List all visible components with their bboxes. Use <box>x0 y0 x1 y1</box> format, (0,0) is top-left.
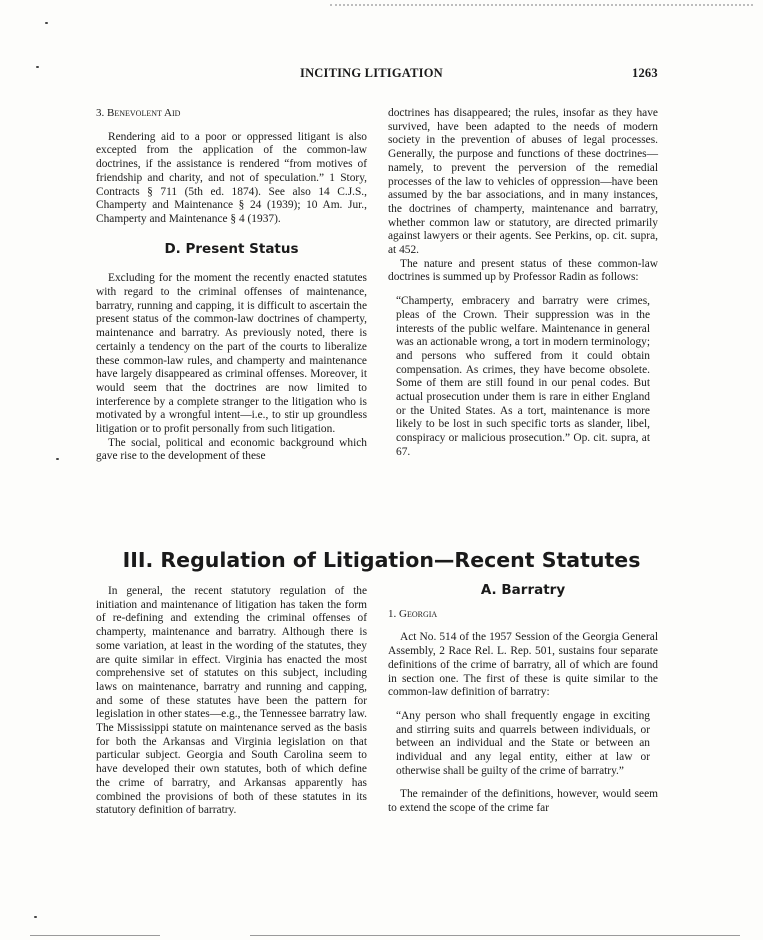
right-column-bottom <box>388 584 658 816</box>
running-head-title: INCITING LITIGATION <box>300 66 443 80</box>
block-quote-georgia-statute: “Any person who shall frequently engage in exciting and stirring suits and quarrels between individuals, or between an individual and the State or between an individual and any legal entity, either at law or otherwise shall be guilty of the crime of barratry.” <box>396 709 650 777</box>
paragraph: doctrines has disappeared; the rules, insofar as they have survived, have been adapted to the needs of modern society in the prevention of abuses of legal processes. Generally, the purpose and functions of these doctrines—namely, to prevent the perversion of the remedial processes of the law to vehicles of oppression—have been assumed by the bar associations, and in many instances, the doctrines of champerty, maintenance and barratry, whether common law or statutory, are directed primarily against lawyers or their agents. See Perkins, op. cit. supra, at 452. <box>388 107 658 257</box>
page-number: 1263 <box>632 66 658 80</box>
scan-speck <box>36 66 39 68</box>
paragraph: Act No. 514 of the 1957 Session of the Georgia General Assembly, 2 Race Rel. L. Rep. 501, sustains four separate definitions of the crime of barratry, all of which are found in section one. The first of these is quite similar to the common-law definition of barratry: <box>388 631 658 699</box>
subheading-benevolent-aid: 3. Benevolent Aid <box>96 107 181 119</box>
section-heading-present-status: D. Present Status <box>164 240 299 257</box>
paragraph: In general, the recent statutory regulation of the initiation and maintenance of litigation has taken the form of re-defining and extending the criminal offenses of champerty, maintenance and barratry. Although there is some variation, at least in the wording of the statutes, they are quite similar in effect. Virginia has enacted the most comprehensive set of statutes on this subject, including laws on maintenance, barratry and running and capping, and some of these statutes have been the pattern for legislation in other states—e.g., the Tennessee barratry law. The Mississippi statute on maintenance served as the basis for both the Arkansas and Virginia legislation on that particular subject. Georgia and South Carolina seem to have developed their own statutes, both of which define the crime of barratry, and Arkansas apparently has combined the provisions of both of these statutes in its statutory definition of barratry. <box>96 585 367 817</box>
paragraph: The nature and present status of these common-law doctrines is summed up by Professor Radin as follows: <box>388 257 658 284</box>
scan-speck <box>45 22 48 24</box>
left-column-bottom <box>96 585 367 818</box>
scan-speck <box>34 916 37 918</box>
subheading-georgia: 1. Georgia <box>388 607 438 620</box>
block-quote-radin: “Champerty, embracery and barratry were crimes, pleas of the Crown. Their suppression was in the interests of the public welfare. Maintenance in general was an actionable wrong, a tort in modern terminology; and persons who suffered from it could obtain compensation. As crimes, they have become obsolete. Some of them are still found in our penal codes. But actual prosecution under them is rare in either England or the United States. As a tort, maintenance is more likely to be lost in such specific torts as slander, libel, conspiracy or malicious prosecution.” Op. cit. supra, at 67. <box>396 295 650 458</box>
top-dotted-border <box>330 4 753 6</box>
left-column-top <box>96 107 367 464</box>
scan-speck <box>56 458 59 460</box>
section-heading-barratry: A. Barratry <box>480 582 566 598</box>
paragraph: The remainder of the definitions, however, would seem to extend the scope of the crime far <box>388 788 658 815</box>
major-heading: III. Regulation of Litigation—Recent Statutes <box>122 548 641 572</box>
paragraph: Rendering aid to a poor or oppressed litigant is also excepted from the application of the common-law doctrines, if the assistance is rendered “from motives of friendship and charity, and not of speculation.” 1 Story, Contracts § 711 (5th ed. 1874). See also 14 C.J.S., Champerty and Maintenance § 24 (1939); 10 Am. Jur., Champerty and Maintenance § 4 (1937). <box>96 130 367 225</box>
paragraph: The social, political and economic background which gave rise to the development of these <box>96 436 367 463</box>
right-column-top <box>388 107 658 460</box>
bottom-scan-line <box>30 935 160 936</box>
bottom-scan-line <box>250 935 740 936</box>
paragraph: Excluding for the moment the recently enacted statutes with regard to the criminal offenses of maintenance, barratry, running and capping, it is difficult to ascertain the present status of the common-law doctrines of champerty, maintenance and barratry. As previously noted, there is certainly a tendency on the part of the courts to liberalize these common-law rules, and champerty and maintenance have largely disappeared as criminal offenses. Moreover, it would seem that the doctrines are now limited to interference by a complete stranger to the litigation who is motivated by a wrongful intent—i.e., to stir up groundless litigation or to profit personally from such litigation. <box>96 272 367 436</box>
